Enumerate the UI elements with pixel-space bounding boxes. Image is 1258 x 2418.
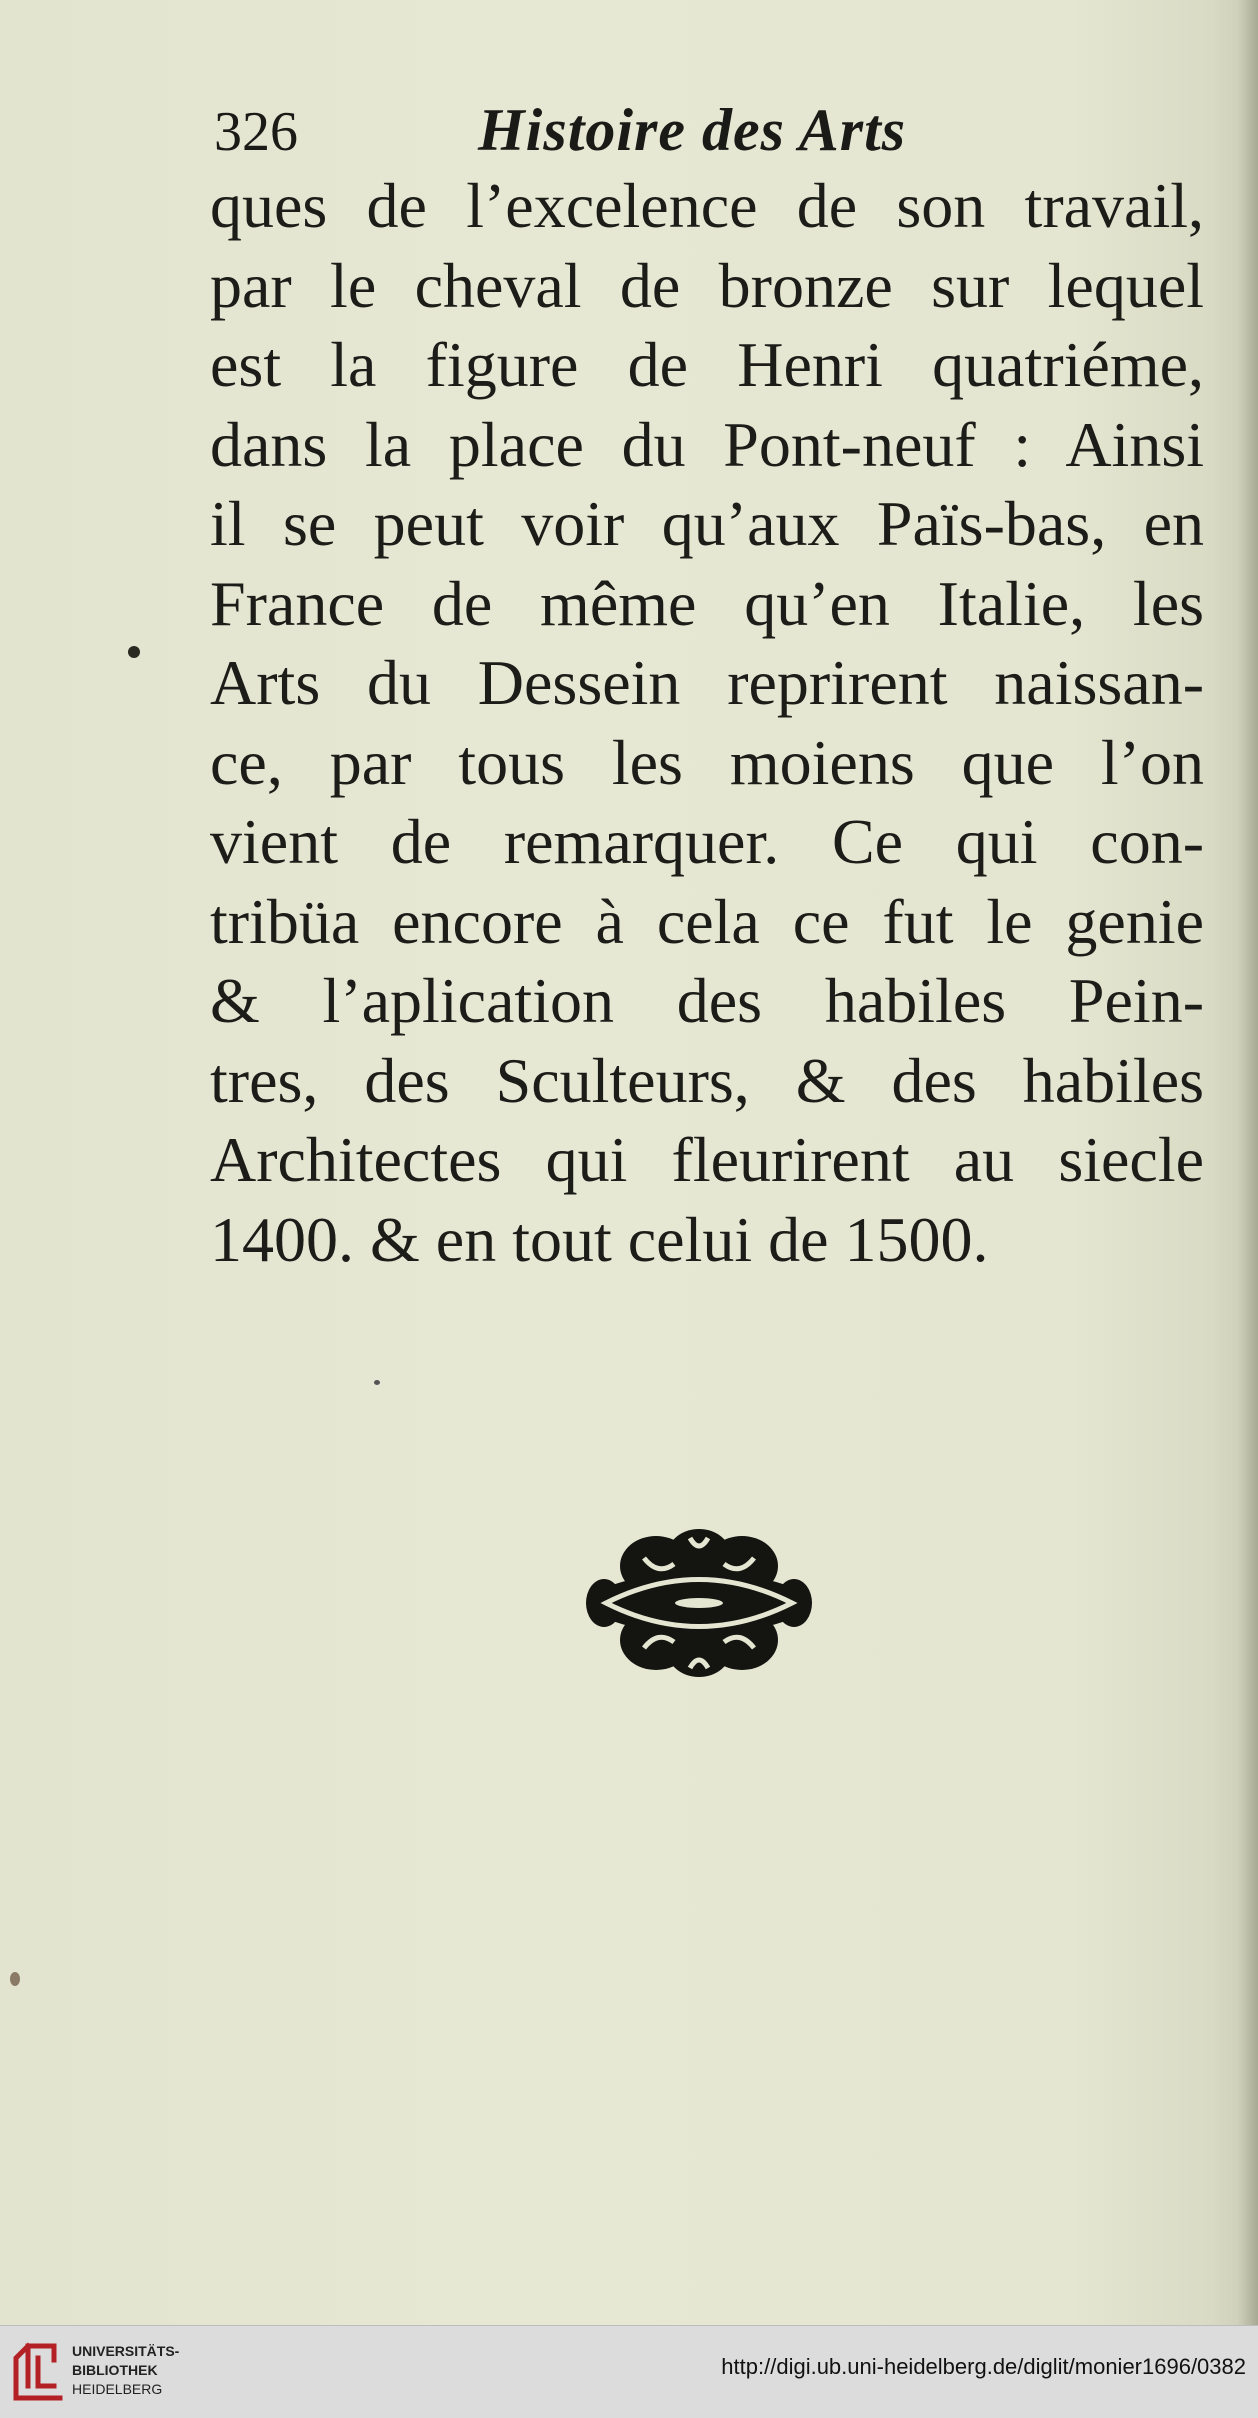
text-line: tres, des Sculteurs, & des habiles xyxy=(210,1044,1204,1116)
floral-tailpiece-icon xyxy=(586,1528,812,1678)
university-library-logo-icon xyxy=(10,2338,66,2404)
source-url-link[interactable]: http://digi.ub.uni-heidelberg.de/diglit/monier1696/0382 xyxy=(721,2354,1246,2379)
text-line: & l’aplication des habiles Pein- xyxy=(210,965,1204,1036)
paper-speck xyxy=(374,1380,380,1385)
text-line: il se peut voir qu’aux Païs-bas, en xyxy=(210,488,1204,559)
body-text xyxy=(210,166,1204,1279)
text-line: dans la place du Pont-neuf : Ainsi xyxy=(210,408,1204,480)
page-edge-shadow xyxy=(1236,0,1258,2325)
text-line: par le cheval de bronze sur lequel xyxy=(210,249,1204,321)
running-header xyxy=(0,92,1258,172)
library-name-line: HEIDELBERG xyxy=(72,2381,163,2397)
text-line: Arts du Dessein reprirent naissan- xyxy=(210,647,1204,718)
running-title: Histoire des Arts xyxy=(478,97,907,163)
library-name-line: BIBLIOTHEK xyxy=(72,2362,158,2378)
text-line: est la figure de Henri quatriéme, xyxy=(210,329,1204,400)
text-line: France de même qu’en Italie, les xyxy=(210,567,1204,639)
text-line: ques de l’excelence de son travail, xyxy=(210,170,1204,241)
digitization-footer xyxy=(0,2325,1258,2418)
text-line: vient de remarquer. Ce qui con- xyxy=(210,806,1204,877)
library-name xyxy=(72,2342,179,2399)
margin-ink-speck xyxy=(128,646,140,658)
text-line: 1400. & en tout celui de 1500. xyxy=(210,1203,989,1275)
text-line: Architectes qui fleurirent au siecle xyxy=(210,1124,1204,1195)
paper-speck xyxy=(10,1972,20,1986)
text-line: ce, par tous les moiens que l’on xyxy=(210,726,1204,798)
text-line: tribüa encore à cela ce fut le genie xyxy=(210,885,1204,957)
library-name-line: UNIVERSITÄTS- xyxy=(72,2343,180,2359)
page-number: 326 xyxy=(214,101,298,163)
